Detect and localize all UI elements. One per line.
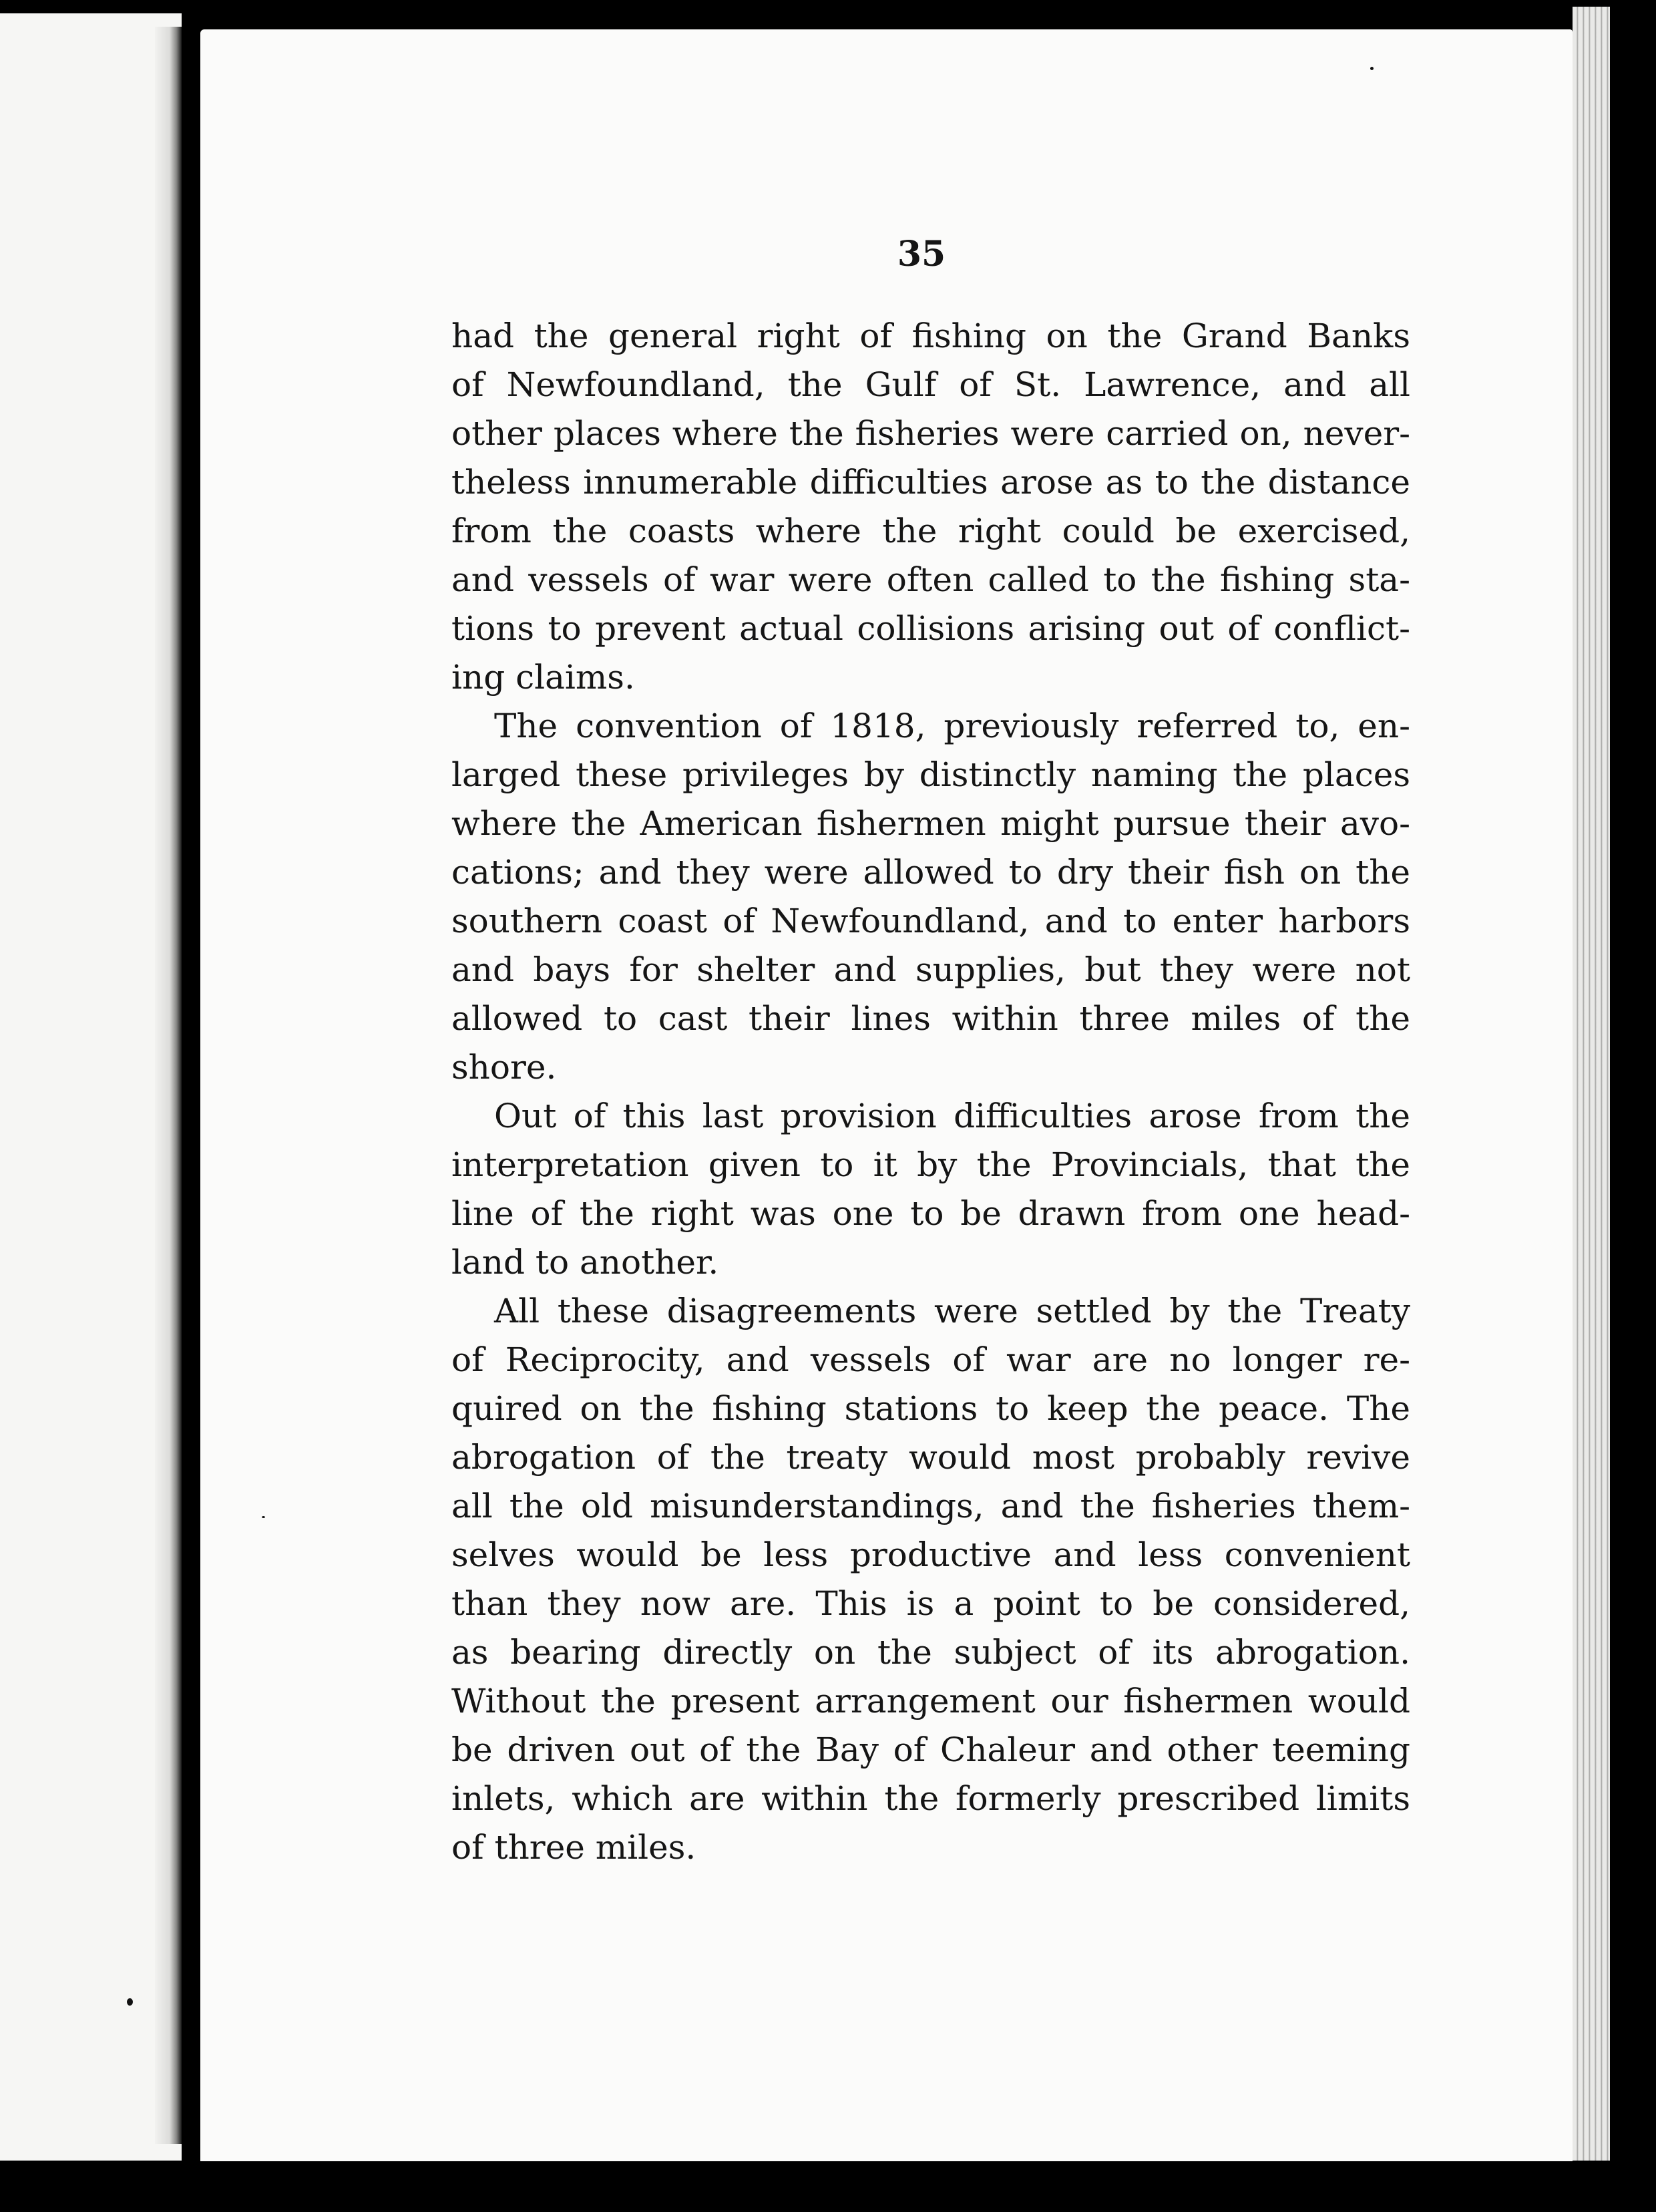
text-line: land to another. bbox=[451, 1243, 719, 1282]
paragraph bbox=[451, 312, 1410, 702]
text-line: interpretation given to it by the Provincials, that the bbox=[451, 1145, 1410, 1184]
text-line: had the general right of fishing on the Grand Banks bbox=[451, 317, 1410, 355]
text-line: All these disagreements were settled by the Treaty bbox=[494, 1292, 1410, 1330]
text-line: allowed to cast their lines within three miles of the bbox=[451, 999, 1410, 1038]
paragraph bbox=[451, 1287, 1410, 1872]
facing-page-edge bbox=[155, 27, 182, 2144]
body-text bbox=[451, 227, 1410, 1872]
text-line: and bays for shelter and supplies, but they were not bbox=[451, 950, 1410, 989]
text-line: of Newfoundland, the Gulf of St. Lawrence, and all bbox=[451, 365, 1410, 404]
page-number: 35 bbox=[897, 234, 946, 274]
text-line: line of the right was one to be drawn from one head- bbox=[451, 1194, 1410, 1233]
paragraph bbox=[451, 702, 1410, 1092]
text-line: of three miles. bbox=[451, 1828, 696, 1867]
text-line: quired on the fishing stations to keep the peace. The bbox=[451, 1389, 1410, 1428]
text-line: where the American fishermen might pursue their avo- bbox=[451, 804, 1410, 843]
text-line: tions to prevent actual collisions arising out of conflict- bbox=[451, 609, 1410, 648]
text-line: and vessels of war were often called to the fishing sta- bbox=[451, 560, 1410, 599]
text-line: inlets, which are within the formerly prescribed limits bbox=[451, 1779, 1410, 1818]
text-line: Out of this last provision difficulties arose from the bbox=[494, 1097, 1410, 1135]
scan-border-bottom bbox=[0, 2161, 1656, 2212]
text-line: theless innumerable difficulties arose as to the distance bbox=[451, 463, 1410, 502]
text-line: cations; and they were allowed to dry their fish on the bbox=[451, 853, 1410, 892]
scan-border-right bbox=[1610, 0, 1656, 2212]
text-line: shore. bbox=[451, 1048, 557, 1087]
text-line: ing claims. bbox=[451, 658, 635, 697]
text-line: be driven out of the Bay of Chaleur and other teeming bbox=[451, 1730, 1410, 1769]
ink-speck bbox=[127, 1998, 133, 2006]
text-line: from the coasts where the right could be exercised, bbox=[451, 512, 1410, 550]
text-line: other places where the fisheries were carried on, never- bbox=[451, 414, 1410, 453]
ink-speck bbox=[262, 1516, 265, 1518]
page-fore-edge bbox=[1573, 7, 1610, 2161]
text-line: than they now are. This is a point to be considered, bbox=[451, 1584, 1410, 1623]
text-line: Without the present arrangement our fishermen would bbox=[451, 1682, 1410, 1720]
text-line: selves would be less productive and less convenient bbox=[451, 1535, 1410, 1574]
text-line: The convention of 1818, previously referred to, en- bbox=[494, 707, 1410, 745]
text-line: abrogation of the treaty would most probably revive bbox=[451, 1438, 1410, 1477]
text-line: as bearing directly on the subject of its abrogation. bbox=[451, 1633, 1410, 1672]
text-line: all the old misunderstandings, and the fisheries them- bbox=[451, 1487, 1410, 1525]
book-gutter bbox=[182, 13, 200, 2177]
text-line: of Reciprocity, and vessels of war are no longer re- bbox=[451, 1340, 1410, 1379]
ink-speck bbox=[1370, 67, 1374, 70]
paragraph bbox=[451, 1092, 1410, 1287]
text-line: larged these privileges by distinctly naming the places bbox=[451, 755, 1410, 794]
text-line: southern coast of Newfoundland, and to enter harbors bbox=[451, 902, 1410, 940]
